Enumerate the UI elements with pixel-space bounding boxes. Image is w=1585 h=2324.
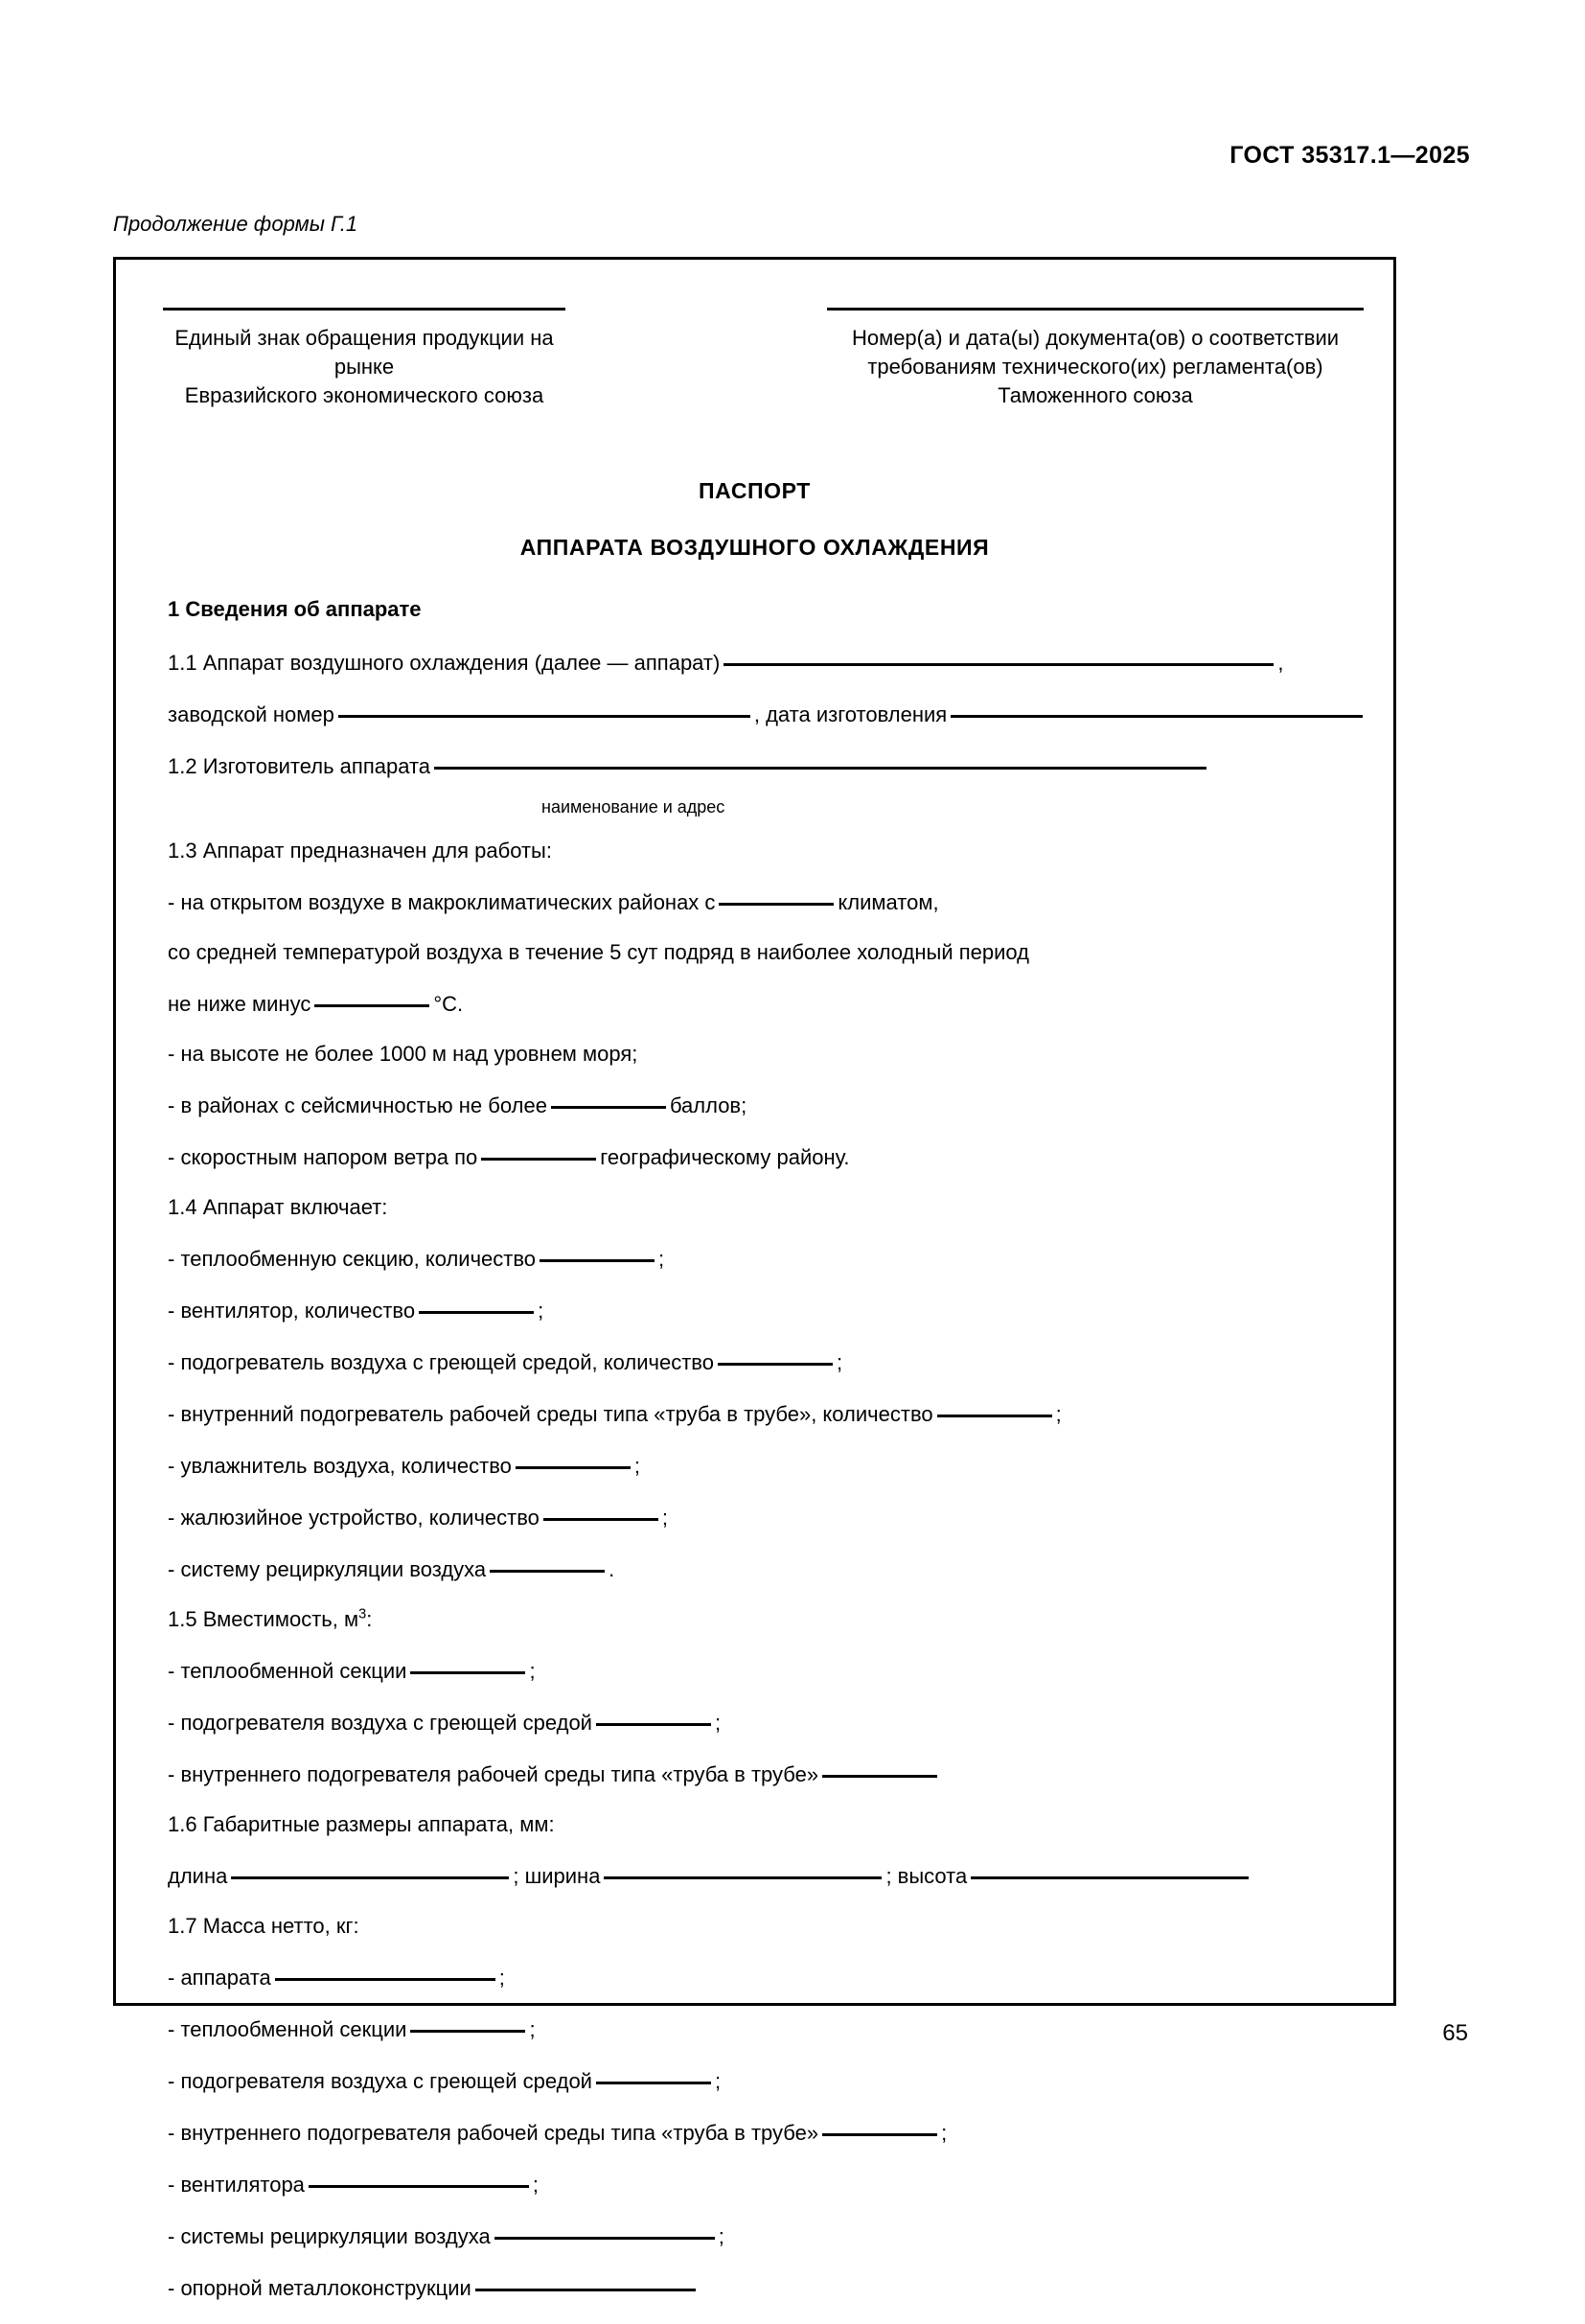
capacity-section-sep: ;	[529, 1659, 536, 1683]
item-1-3-wind	[168, 1141, 1367, 1172]
item-1-6-dimensions	[168, 1860, 1367, 1891]
height-label: ; высота	[885, 1864, 968, 1888]
item-1-3-heading: 1.3 Аппарат предназначен для работы:	[168, 839, 552, 863]
louver-sep: ;	[661, 1506, 669, 1530]
item-1-7-internal-heater	[168, 2117, 1367, 2148]
capacity-unit-exponent: 3	[358, 1606, 367, 1622]
mass-apparatus-sep: ;	[498, 1966, 505, 1990]
mass-internal-heater-blank[interactable]	[822, 2117, 937, 2136]
page-number: 65	[1442, 2020, 1468, 2046]
eac-caption-line2: Евразийского экономического союза	[184, 383, 544, 407]
item-1-7-apparatus	[168, 1962, 1367, 1992]
passport-form-frame	[113, 257, 1396, 2300]
item-1-4-air-heater	[168, 1346, 1367, 1377]
conformity-document-rule	[827, 308, 1364, 311]
item-1-1-apparatus-blank[interactable]	[724, 647, 1274, 666]
internal-heater-blank[interactable]	[937, 1398, 1052, 1417]
item-1-5-heat-exchange-section	[168, 1655, 1367, 1686]
item-1-7-recirculation	[168, 2220, 1367, 2251]
conformity-document-caption	[827, 324, 1364, 410]
manufacturer-label: 1.2 Изготовитель аппарата	[168, 754, 431, 778]
heat-exchange-section-sep: ;	[658, 1247, 665, 1271]
internal-heater-sep: ;	[1055, 1402, 1062, 1426]
min-temp-unit: °C.	[433, 992, 464, 1016]
form-continuation-label: Продолжение формы Г.1	[113, 212, 358, 236]
climate-label-post: климатом,	[838, 890, 939, 914]
item-1-4-louver	[168, 1502, 1367, 1532]
mass-fan-sep: ;	[532, 2173, 540, 2197]
conformity-caption-line1: Номер(а) и дата(ы) документа(ов) о соответствии	[851, 326, 1340, 350]
eac-marking-column	[163, 308, 599, 410]
mass-support-label: - опорной металлоконструкции	[168, 2276, 471, 2300]
item-1-3-avg-temp-note: со средней температурой воздуха в течение 5 сут подряд в наиболее холодный период	[168, 940, 1030, 964]
min-temp-label-pre: не ниже минус	[168, 992, 311, 1016]
air-heater-blank[interactable]	[718, 1346, 833, 1366]
seismic-blank[interactable]	[551, 1090, 666, 1109]
mass-recirculation-label: - системы рециркуляции воздуха	[168, 2224, 491, 2248]
mass-internal-heater-sep: ;	[941, 2121, 948, 2145]
mass-support-blank[interactable]	[475, 2272, 696, 2291]
item-1-3-climate	[168, 886, 1367, 917]
air-heater-label: - подогреватель воздуха с греющей средой, количество	[168, 1350, 714, 1374]
louver-blank[interactable]	[543, 1502, 658, 1521]
passport-title: ПАСПОРТ	[699, 478, 811, 503]
mass-fan-label: - вентилятора	[168, 2173, 305, 2197]
item-1-4-heat-exchange-section	[168, 1243, 1367, 1274]
item-1-5-internal-heater	[168, 1759, 1367, 1789]
fan-label: - вентилятор, количество	[168, 1299, 416, 1323]
conformity-document-column	[827, 308, 1364, 410]
internal-heater-label: - внутренний подогреватель рабочей среды типа «труба в трубе», количество	[168, 1402, 933, 1426]
item-1-3-seismic	[168, 1090, 1367, 1120]
item-1-1-serial-date	[168, 699, 1367, 729]
conformity-caption-line2: требованиям технического(их) регламента(ов)	[867, 355, 1323, 379]
section-1-heading: 1 Сведения об аппарате	[168, 597, 422, 621]
manufacturer-blank[interactable]	[434, 750, 1206, 770]
min-temp-blank[interactable]	[314, 988, 429, 1007]
recirculation-label: - систему рециркуляции воздуха	[168, 1557, 487, 1581]
item-1-7-support-structure	[168, 2272, 1367, 2303]
serial-number-label: заводской номер	[168, 702, 334, 726]
capacity-internal-heater-blank[interactable]	[822, 1759, 937, 1778]
item-1-4-recirculation	[168, 1553, 1367, 1584]
wind-label-post: географическому району.	[600, 1145, 850, 1169]
length-blank[interactable]	[231, 1860, 509, 1879]
manufacturer-caption: наименование и адрес	[541, 797, 725, 817]
item-1-5-air-heater	[168, 1707, 1367, 1737]
mass-fan-blank[interactable]	[309, 2169, 529, 2188]
heat-exchange-section-label: - теплообменную секцию, количество	[168, 1247, 537, 1271]
mass-recirculation-blank[interactable]	[494, 2220, 715, 2240]
capacity-section-label: - теплообменной секции	[168, 1659, 407, 1683]
item-1-3-altitude: - на высоте не более 1000 м над уровнем моря;	[168, 1042, 638, 1066]
capacity-section-blank[interactable]	[410, 1655, 525, 1674]
form-inner	[142, 260, 1367, 2300]
air-heater-sep: ;	[836, 1350, 843, 1374]
marking-row	[142, 308, 1367, 410]
width-label: ; ширина	[513, 1864, 601, 1888]
mass-internal-heater-label: - внутреннего подогревателя рабочей среды типа «труба в трубе»	[168, 2121, 819, 2145]
fan-blank[interactable]	[419, 1295, 534, 1314]
mass-apparatus-blank[interactable]	[275, 1962, 495, 1981]
seismic-label-post: баллов;	[669, 1093, 747, 1117]
item-1-7-heading: 1.7 Масса нетто, кг:	[168, 1914, 359, 1938]
item-1-1-label: 1.1 Аппарат воздушного охлаждения (далее — аппарат)	[168, 651, 721, 675]
recirculation-blank[interactable]	[490, 1553, 605, 1573]
recirculation-sep: .	[609, 1557, 615, 1581]
item-1-4-fan	[168, 1295, 1367, 1325]
capacity-internal-heater-label: - внутреннего подогревателя рабочей среды типа «труба в трубе»	[168, 1762, 819, 1786]
item-1-6-heading: 1.6 Габаритные размеры аппарата, мм:	[168, 1812, 555, 1836]
climate-blank[interactable]	[719, 886, 834, 906]
wind-label-pre: - скоростным напором ветра по	[168, 1145, 478, 1169]
mass-section-blank[interactable]	[410, 2013, 525, 2033]
capacity-air-heater-sep: ;	[714, 1711, 722, 1735]
item-1-5-heading	[168, 1605, 1367, 1634]
wind-blank[interactable]	[481, 1141, 596, 1161]
height-blank[interactable]	[971, 1860, 1249, 1879]
item-1-7-fan	[168, 2169, 1367, 2199]
capacity-colon: :	[366, 1607, 373, 1631]
item-1-1-tail: ,	[1277, 651, 1284, 675]
mass-recirculation-sep: ;	[718, 2224, 724, 2248]
humidifier-sep: ;	[633, 1454, 640, 1478]
mass-air-heater-blank[interactable]	[596, 2065, 711, 2084]
item-1-4-humidifier	[168, 1450, 1367, 1481]
item-1-2-manufacturer	[168, 750, 1367, 781]
form-body	[168, 597, 1367, 2324]
item-1-4-heading: 1.4 Аппарат включает:	[168, 1195, 388, 1219]
item-1-7-air-heater	[168, 2065, 1367, 2096]
manufacture-date-blank[interactable]	[951, 699, 1363, 718]
mass-air-heater-sep: ;	[714, 2069, 722, 2093]
length-label: длина	[168, 1864, 228, 1888]
item-1-3-min-temp	[168, 988, 1367, 1019]
item-1-1-apparatus	[168, 647, 1367, 678]
louver-label: - жалюзийное устройство, количество	[168, 1506, 540, 1530]
eac-caption-line1: Единый знак обращения продукции на рынке	[174, 326, 554, 379]
capacity-label: 1.5 Вместимость, м	[168, 1607, 359, 1631]
conformity-caption-line3: Таможенного союза	[998, 383, 1193, 407]
item-1-4-internal-heater	[168, 1398, 1367, 1429]
mass-section-label: - теплообменной секции	[168, 2017, 407, 2041]
item-1-7-heat-exchange-section	[168, 2013, 1367, 2044]
eac-marking-rule	[163, 308, 565, 311]
passport-subtitle: АППАРАТА ВОЗДУШНОГО ОХЛАЖДЕНИЯ	[519, 535, 990, 560]
capacity-air-heater-label: - подогревателя воздуха с греющей средой	[168, 1711, 592, 1735]
mass-air-heater-label: - подогревателя воздуха с греющей средой	[168, 2069, 592, 2093]
standard-number-header: ГОСТ 35317.1—2025	[1229, 142, 1470, 169]
mass-section-sep: ;	[529, 2017, 536, 2041]
seismic-label-pre: - в районах с сейсмичностью не более	[168, 1093, 547, 1117]
serial-number-blank[interactable]	[338, 699, 750, 718]
width-blank[interactable]	[604, 1860, 882, 1879]
climate-label-pre: - на открытом воздухе в макроклиматических районах с	[168, 890, 716, 914]
mass-apparatus-label: - аппарата	[168, 1966, 271, 1990]
heat-exchange-section-blank[interactable]	[540, 1243, 655, 1262]
fan-sep: ;	[538, 1299, 544, 1323]
humidifier-label: - увлажнитель воздуха, количество	[168, 1454, 512, 1478]
manufacture-date-label: , дата изготовления	[753, 702, 948, 726]
humidifier-blank[interactable]	[516, 1450, 631, 1469]
capacity-air-heater-blank[interactable]	[596, 1707, 711, 1726]
eac-marking-caption	[163, 324, 565, 410]
